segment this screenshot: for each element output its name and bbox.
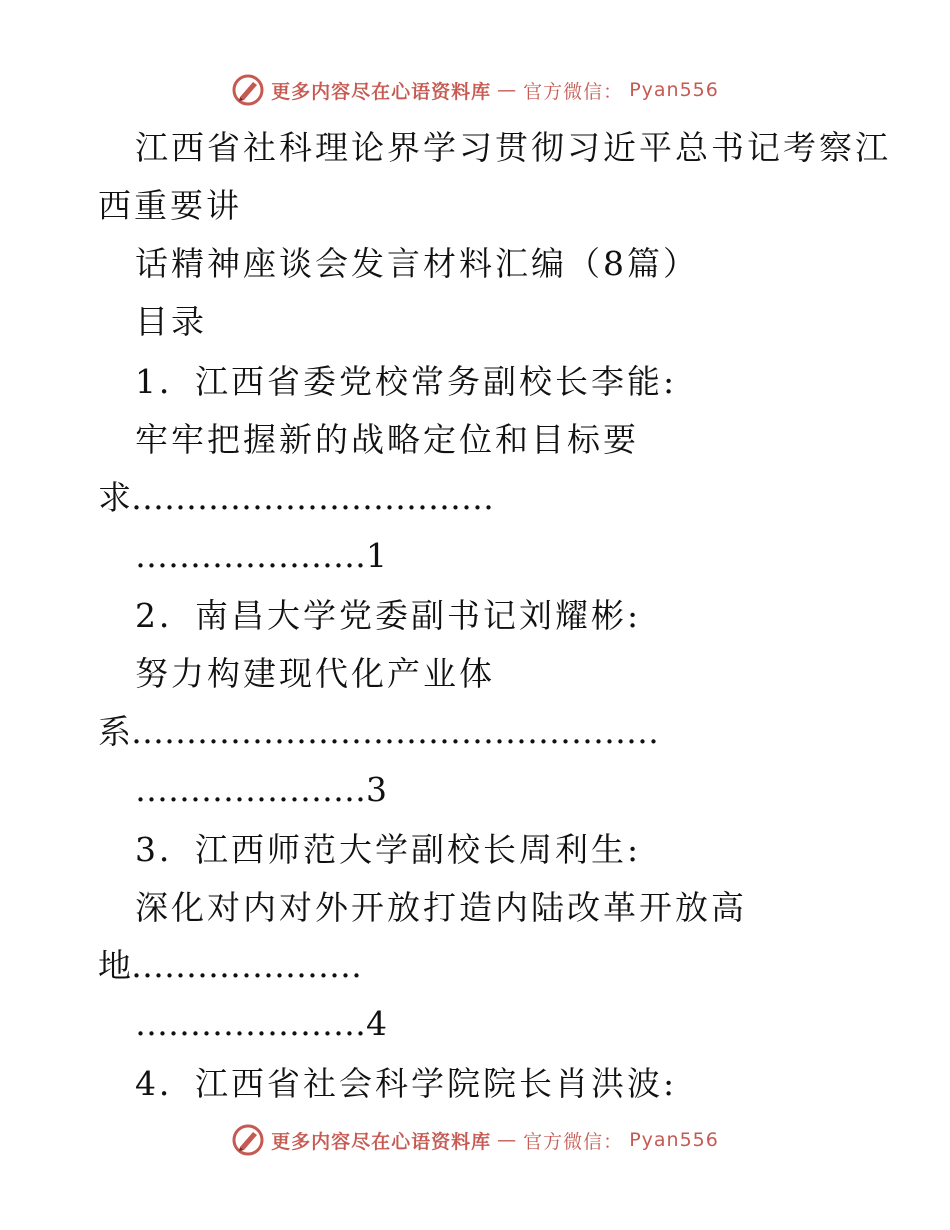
- toc-entry-3-title-cont: 地…………………: [98, 946, 362, 985]
- toc-entry-2-page: …………………3: [135, 770, 387, 809]
- toc-entry-3-title: 深化对内对外开放打造内陆改革开放高: [135, 888, 747, 927]
- watermark-main-text: 更多内容尽在心语资料库: [271, 80, 492, 103]
- toc-entry-2-author: 2．南昌大学党委副书记刘耀彬:: [135, 596, 642, 635]
- watermark-id: Pyan556: [629, 79, 719, 101]
- watermark-main-text: 更多内容尽在心语资料库: [271, 1130, 492, 1153]
- toc-entry-2-title-cont: 系…………………………………………: [98, 712, 659, 751]
- toc-entry-1-author: 1．江西省委党校常务副校长李能:: [135, 362, 678, 401]
- watermark-separator: —: [497, 1129, 518, 1151]
- doc-title-line-1: 江西省社科理论界学习贯彻习近平总书记考察江: [135, 128, 891, 167]
- pen-logo-icon: [231, 1123, 265, 1157]
- toc-entry-2-title: 努力构建现代化产业体: [135, 654, 495, 693]
- toc-entry-3-author: 3．江西师范大学副校长周利生:: [135, 830, 642, 869]
- toc-entry-1-title-cont: 求……………………………: [98, 478, 494, 517]
- toc-heading: 目录: [135, 302, 207, 341]
- doc-title-line-3: 话精神座谈会发言材料汇编（8篇）: [135, 244, 699, 283]
- toc-entry-3-page: …………………4: [135, 1004, 387, 1043]
- watermark-banner-bottom: [0, 1120, 950, 1160]
- watermark-label: 官方微信：: [523, 80, 624, 103]
- doc-title-line-2: 西重要讲: [98, 186, 242, 225]
- watermark-label: 官方微信：: [523, 1130, 624, 1153]
- watermark-id: Pyan556: [629, 1129, 719, 1151]
- watermark-separator: —: [497, 79, 518, 101]
- toc-entry-1-title: 牢牢把握新的战略定位和目标要: [135, 420, 639, 459]
- toc-entry-4-author: 4．江西省社会科学院院长肖洪波:: [135, 1064, 678, 1103]
- toc-entry-1-page: …………………1: [135, 536, 387, 575]
